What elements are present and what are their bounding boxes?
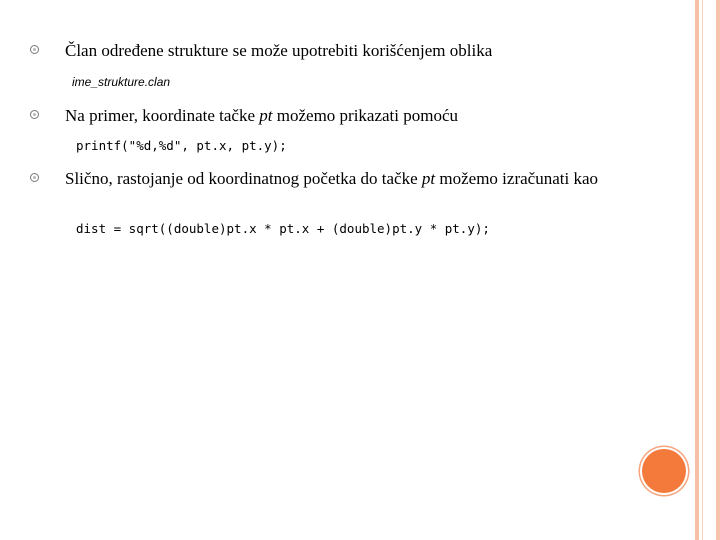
text-segment: Slično, rastojanje od koordinatnog početka do tačke <box>65 169 422 188</box>
bullet-circle-icon <box>30 45 39 54</box>
bullet-item-distance <box>30 168 650 189</box>
syntax-example: ime_strukture.clan <box>72 75 171 89</box>
code-distance: dist = sqrt((double)pt.x * pt.x + (double)pt.y * pt.y); <box>76 221 490 236</box>
decorative-border-inner <box>702 0 703 540</box>
decorative-circle-icon <box>642 449 686 493</box>
bullet-circle-icon <box>30 173 39 182</box>
text-segment: možemo prikazati pomoću <box>272 106 459 125</box>
text-segment: Na primer, koordinate tačke <box>65 106 260 125</box>
decorative-border-right <box>716 0 720 540</box>
code-printf: printf("%d,%d", pt.x, pt.y); <box>76 138 287 153</box>
bullet-item-struct-member <box>30 40 650 61</box>
bullet-text: Član određene strukture se može upotrebiti korišćenjem oblika <box>65 41 493 60</box>
decorative-border-outer <box>695 0 699 540</box>
text-segment: možemo izračunati kao <box>435 169 598 188</box>
bullet-text <box>65 105 650 126</box>
bullet-circle-icon <box>30 110 39 119</box>
bullet-item-example-print <box>30 105 650 126</box>
italic-variable: pt <box>421 169 436 188</box>
italic-variable: pt <box>259 106 273 125</box>
bullet-text <box>65 168 650 189</box>
